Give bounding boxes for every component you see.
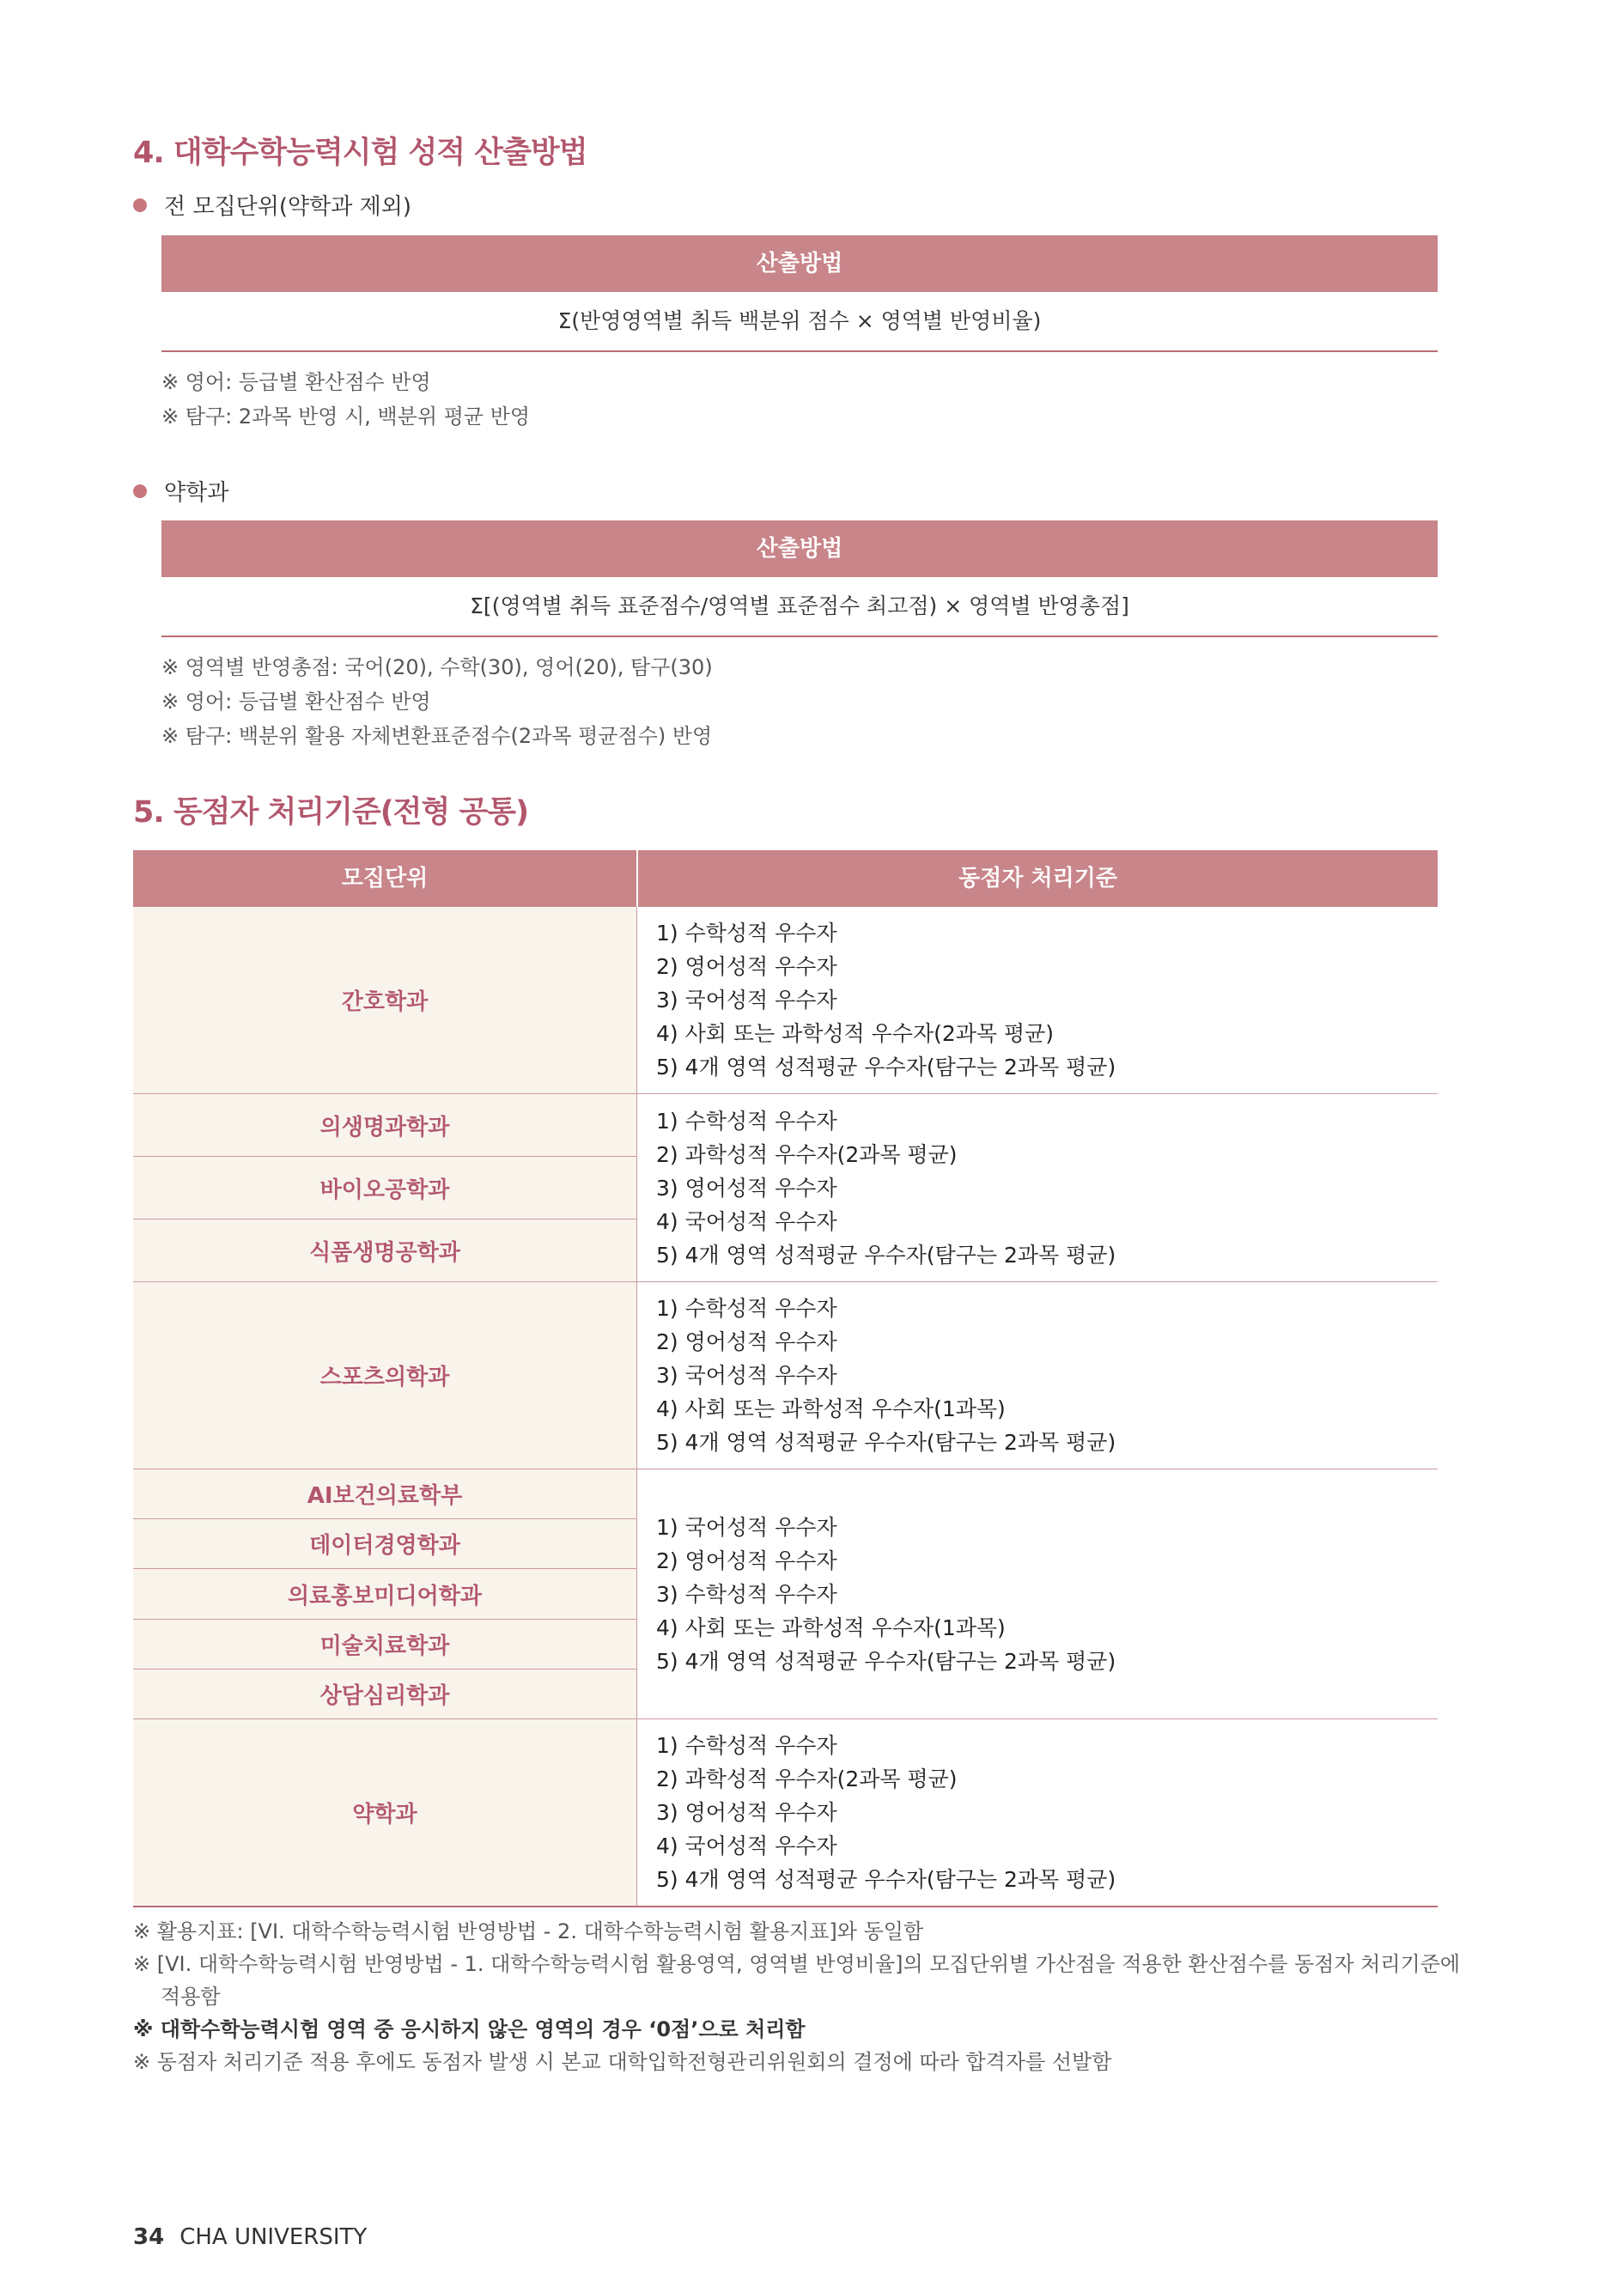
criterion: 1) 수학성적 우수자 — [656, 1108, 837, 1134]
criterion: 5) 4개 영역 성적평균 우수자(탐구는 2과목 평균) — [656, 1055, 1116, 1080]
table-row — [133, 1469, 1438, 1719]
formula-header: 산출방법 — [161, 235, 1438, 292]
table-row — [133, 1094, 1438, 1282]
bullet-label: 전 모집단위(약학과 제외) — [164, 194, 411, 220]
formula-header: 산출방법 — [161, 520, 1438, 577]
criterion: 1) 국어성적 우수자 — [656, 1514, 837, 1540]
unit-name: 스포츠의학과 — [319, 1365, 450, 1390]
unit-name: 미술치료학과 — [133, 1620, 636, 1670]
page-number: 34 — [133, 2224, 165, 2250]
brand-name: CHA UNIVERSITY — [179, 2224, 368, 2250]
unit-name: AI보건의료학부 — [133, 1469, 636, 1519]
note: ※ 영어: 등급별 환산점수 반영 — [161, 690, 431, 714]
criterion: 2) 과학성적 우수자(2과목 평균) — [656, 1141, 958, 1167]
unit-column — [133, 1094, 637, 1281]
note: ※ 영역별 반영총점: 국어(20), 수학(30), 영어(20), 탐구(30) — [161, 655, 713, 679]
bullet-all-units — [133, 189, 411, 221]
table-row — [133, 1282, 1438, 1469]
unit-name: 의료홍보미디어학과 — [133, 1569, 636, 1619]
header-unit: 모집단위 — [133, 850, 638, 907]
unit-column — [133, 1719, 637, 1906]
footnotes — [133, 1915, 1473, 2078]
bullet-label: 약학과 — [164, 480, 229, 506]
unit-name: 바이오공학과 — [133, 1157, 636, 1219]
criterion: 2) 영어성적 우수자 — [656, 954, 837, 979]
unit-name: 간호학과 — [341, 989, 429, 1015]
criterion: 4) 국어성적 우수자 — [656, 1208, 837, 1234]
bullet-pharmacy — [133, 475, 228, 507]
table-row — [133, 907, 1438, 1094]
criterion: 5) 4개 영역 성적평균 우수자(탐구는 2과목 평균) — [656, 1867, 1116, 1892]
bullet-dot-icon — [133, 198, 147, 212]
criteria-column — [637, 1719, 1438, 1906]
criteria-column — [637, 1282, 1438, 1469]
section5-title: 5. 동점자 처리기준(전형 공통) — [133, 795, 529, 830]
criterion: 5) 4개 영역 성적평균 우수자(탐구는 2과목 평균) — [656, 1430, 1116, 1455]
criterion: 1) 수학성적 우수자 — [656, 1733, 837, 1758]
unit-name: 약학과 — [352, 1802, 417, 1828]
footnote: ※ [VI. 대학수학능력시험 반영방법 - 1. 대학수학능력시험 활용영역, 영역별 반영비율]의 모집단위별 가산점을 적용한 환산점수를 동점자 처리기준에 적용함 — [133, 1952, 1461, 2009]
footnote-emphasis: ※ 대학수학능력시험 영역 중 응시하지 않은 영역의 경우 ‘0점’으로 처리함 — [133, 2017, 806, 2041]
criterion: 5) 4개 영역 성적평균 우수자(탐구는 2과목 평균) — [656, 1648, 1116, 1674]
criterion: 5) 4개 영역 성적평균 우수자(탐구는 2과목 평균) — [656, 1242, 1116, 1268]
bullet-dot-icon — [133, 484, 147, 498]
unit-name: 식품생명공학과 — [309, 1239, 460, 1266]
criterion: 4) 사회 또는 과학성적 우수자(1과목) — [656, 1615, 1006, 1640]
unit-column — [133, 1469, 637, 1718]
criterion: 4) 국어성적 우수자 — [656, 1834, 837, 1858]
section4-title: 4. 대학수학능력시험 성적 산출방법 — [133, 136, 587, 170]
criterion: 1) 수학성적 우수자 — [656, 1296, 837, 1321]
tie-break-table — [133, 850, 1438, 1907]
criteria-column — [637, 1469, 1438, 1718]
formula-text: Σ[(영역별 취득 표준점수/영역별 표준점수 최고점) × 영역별 반영총점] — [161, 577, 1438, 637]
table-row — [133, 1719, 1438, 1907]
unit-name: 의생명과학과 — [133, 1094, 636, 1157]
notes-general — [161, 365, 530, 434]
criteria-column — [637, 907, 1438, 1093]
criterion: 2) 과학성적 우수자(2과목 평균) — [656, 1767, 958, 1791]
criterion: 3) 영어성적 우수자 — [656, 1175, 837, 1201]
formula-text: Σ(반영영역별 취득 백분위 점수 × 영역별 반영비율) — [161, 292, 1438, 352]
header-criteria: 동점자 처리기준 — [958, 866, 1117, 891]
criterion: 4) 사회 또는 과학성적 우수자(1과목) — [656, 1396, 1006, 1421]
unit-name: 상담심리학과 — [319, 1682, 450, 1709]
criterion: 4) 사회 또는 과학성적 우수자(2과목 평균) — [656, 1021, 1055, 1046]
formula-table-pharmacy — [161, 520, 1438, 637]
criterion: 1) 수학성적 우수자 — [656, 921, 837, 946]
criterion: 2) 영어성적 우수자 — [656, 1329, 837, 1354]
unit-column — [133, 907, 637, 1093]
unit-name: 데이터경영학과 — [133, 1519, 636, 1569]
footnote: ※ 동점자 처리기준 적용 후에도 동점자 발생 시 본교 대학입학전형관리위원회의 결정에 따라 합격자를 선발함 — [133, 2050, 1112, 2074]
unit-column — [133, 1282, 637, 1469]
table-header-row — [133, 850, 1438, 907]
notes-pharmacy — [161, 650, 713, 753]
criterion: 2) 영어성적 우수자 — [656, 1548, 837, 1573]
note: ※ 탐구: 백분위 활용 자체변환표준점수(2과목 평균점수) 반영 — [161, 724, 713, 748]
page-footer — [133, 2224, 367, 2250]
criterion: 3) 국어성적 우수자 — [656, 1363, 837, 1388]
criterion: 3) 국어성적 우수자 — [656, 988, 837, 1013]
formula-table-general — [161, 235, 1438, 352]
note: ※ 탐구: 2과목 반영 시, 백분위 평균 반영 — [161, 404, 531, 429]
criterion: 3) 수학성적 우수자 — [656, 1581, 837, 1607]
criterion: 3) 영어성적 우수자 — [656, 1800, 837, 1825]
note: ※ 영어: 등급별 환산점수 반영 — [161, 370, 431, 394]
footnote: ※ 활용지표: [VI. 대학수학능력시험 반영방법 - 2. 대학수학능력시험 활용지표]와 동일함 — [133, 1919, 924, 1943]
criteria-column — [637, 1094, 1438, 1281]
